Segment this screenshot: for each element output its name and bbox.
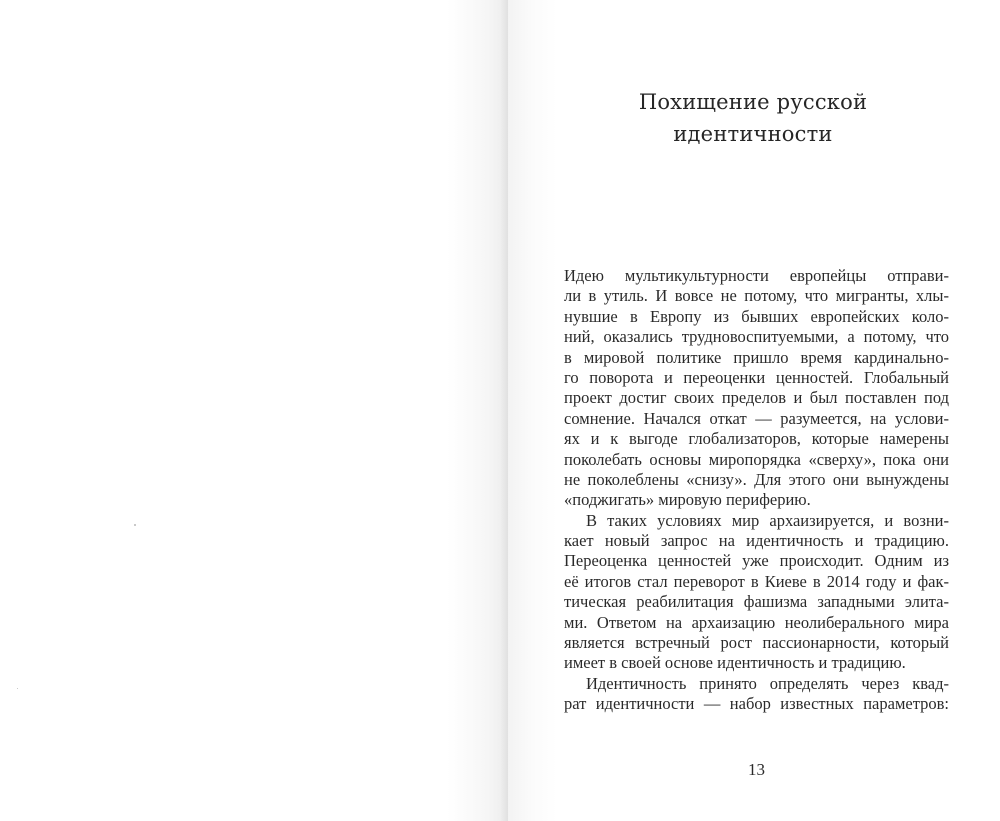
text-line: ях и к выгоде глобализаторов, которые намерены: [564, 429, 949, 449]
chapter-title: [598, 86, 908, 150]
text-line: В таких условиях мир архаизируется, и возни-: [586, 510, 949, 530]
body-text: [564, 266, 949, 715]
text-line: Переоценка ценностей уже происходит. Одним из: [564, 551, 949, 571]
paper-speck: [17, 688, 18, 689]
text-line: го поворота и переоценки ценностей. Глобальный: [564, 367, 949, 387]
chapter-title-line-2: идентичности: [673, 122, 833, 146]
chapter-title-line-1: Похищение русской: [638, 90, 868, 114]
text-line: её итогов стал переворот в Киеве в 2014 году и фак-: [564, 571, 949, 591]
text-line: не поколеблены «снизу». Для этого они вынуждены: [564, 469, 949, 489]
text-line: «поджигать» мировую периферию.: [564, 490, 811, 510]
text-line: рат идентичности — набор известных параметров:: [564, 694, 949, 714]
text-line: является встречный рост пассионарности, который: [564, 633, 949, 653]
text-line: кает новый запрос на идентичность и традицию.: [564, 531, 949, 551]
text-line: ли в утиль. И вовсе не потому, что мигранты, хлы-: [564, 286, 949, 306]
text-line: в мировой политике пришло время кардинально-: [564, 347, 949, 367]
text-line: Идею мультикультурности европейцы отправи-: [564, 266, 949, 285]
text-line: проект достиг своих пределов и был поставлен под: [564, 388, 949, 408]
paper-speck: [134, 524, 136, 526]
text-line: имеет в своей основе идентичность и традицию.: [564, 653, 906, 673]
text-line: поколебать основы миропорядка «сверху», пока они: [564, 449, 949, 469]
text-line: ми. Ответом на архаизацию неолиберального мира: [564, 612, 949, 632]
paragraph-2: [564, 511, 949, 674]
paragraph-3: [564, 674, 949, 715]
text-line: Идентичность принято определять через квад-: [586, 673, 949, 693]
page-number: 13: [748, 760, 765, 779]
right-page: [508, 0, 1000, 821]
text-line: нувшие в Европу из бывших европейских коло-: [564, 306, 949, 326]
paragraph-1: [564, 266, 949, 511]
text-line: сомнение. Начался откат — разумеется, на услови-: [564, 408, 949, 428]
text-line: ний, оказались трудновоспитуемыми, а потому, что: [564, 327, 949, 347]
text-line: тическая реабилитация фашизма западными элита-: [564, 592, 949, 612]
